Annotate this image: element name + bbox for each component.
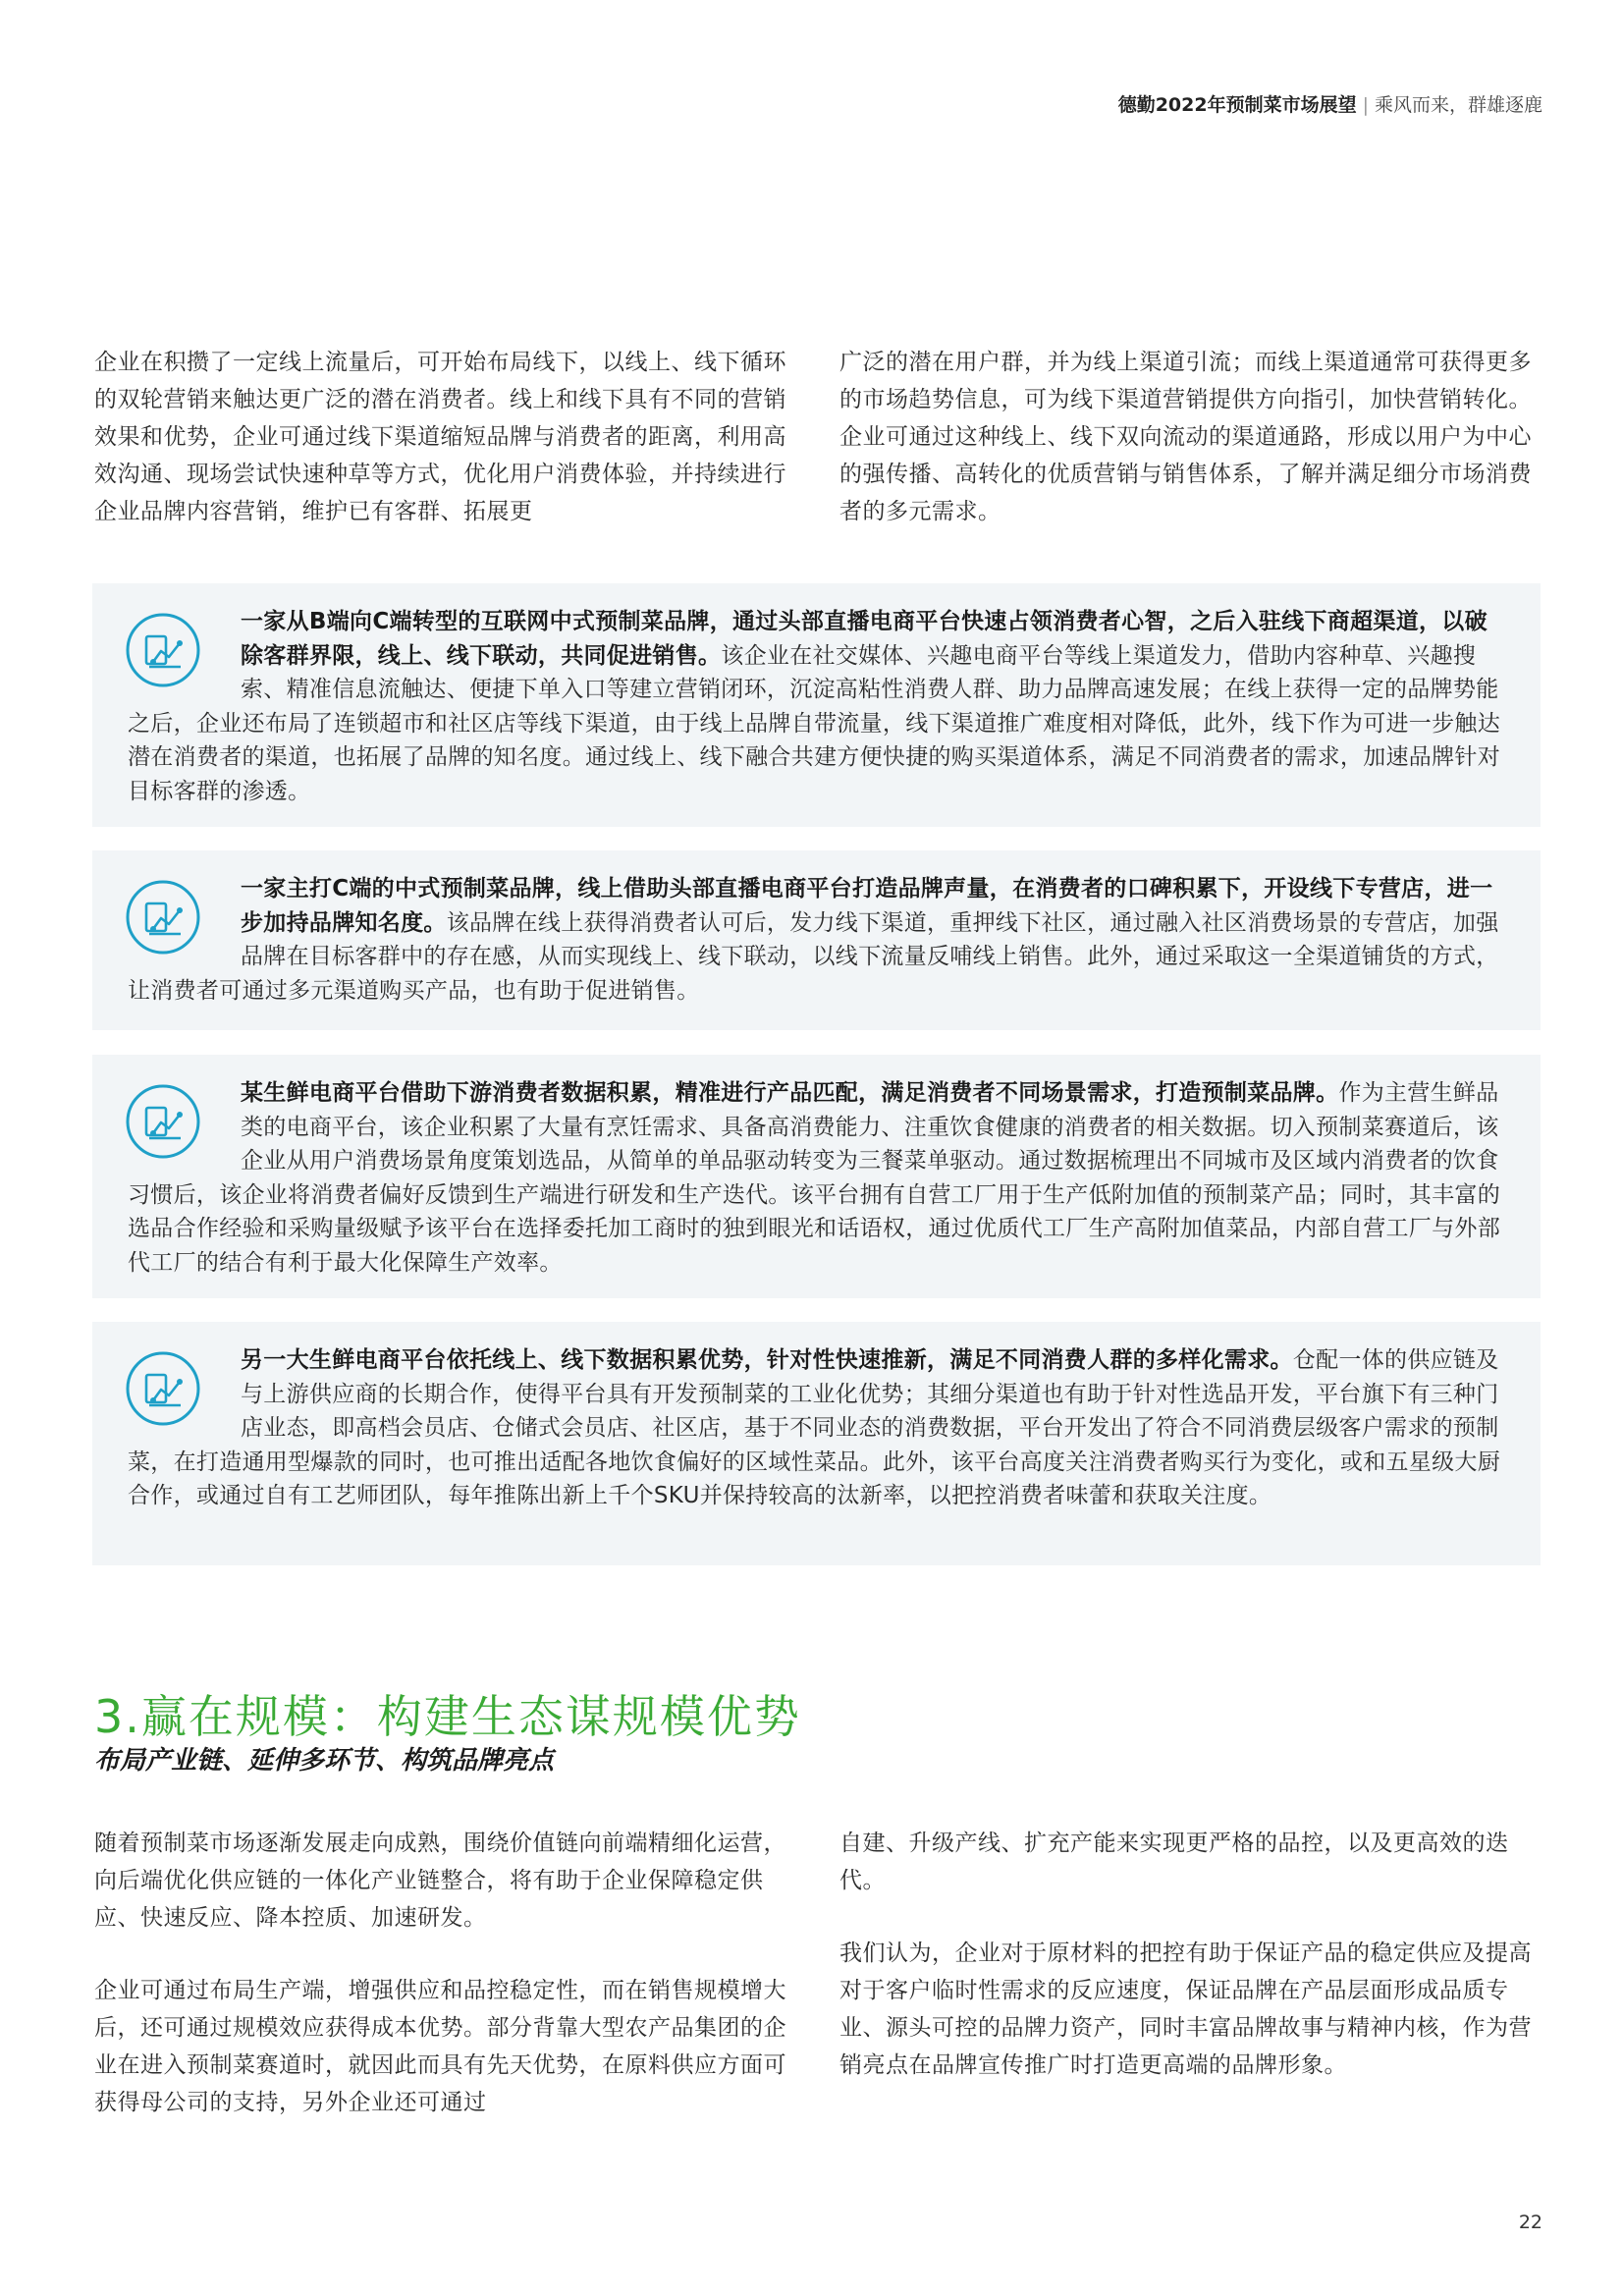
intro-right-column: [839, 344, 1537, 530]
section-subtitle: 布局产业链、延伸多环节、构筑品牌亮点: [94, 1746, 555, 1776]
body-right-paragraph-2: 我们认为，企业对于原材料的把控有助于保证产品的稳定供应及提高对于客户临时性需求的反应速度，保证品牌在产品层面形成品质专业、源头可控的品牌力资产，同时丰富品牌故事与精神内核，作为营销亮点在品牌宣传推广时打造更高端的品牌形象。: [839, 1941, 1532, 2078]
case-text-1: [128, 605, 1505, 808]
report-subtitle: 乘风而来，群雄逐鹿: [1374, 94, 1542, 116]
case-headline: 一家主打C端的中式预制菜品牌，线上借助头部直播电商平台打造品牌声量，在消费者的口碑积累下，开设线下专营店，进一步加持品牌知名度。: [241, 876, 1493, 936]
case-body: 作为主营生鲜品类的电商平台，该企业积累了大量有烹饪需求、具备高消费能力、注重饮食健康的消费者的相关数据。切入预制菜赛道后，该企业从用户消费场景角度策划选品，从简单的单品驱动转变为三餐菜单驱动。通过数据梳理出不同城市及区域内消费者的饮食习惯后，该企业将消费者偏好反馈到生产端进行研发和生产迭代。该平台拥有自营工厂用于生产低附加值的预制菜产品；同时，其丰富的选品合作经验和采购量级赋予该平台在选择委托加工商时的独到眼光和话语权，通过优质代工厂生产高附加值菜品，内部自营工厂与外部代工厂的结合有利于最大化保障生产效率。: [128, 1080, 1500, 1276]
case-headline: 另一大生鲜电商平台依托线上、线下数据积累优势，针对性快速推新，满足不同消费人群的多样化需求。: [241, 1347, 1293, 1373]
body-left-paragraph-2: 企业可通过布局生产端，增强供应和品控稳定性，而在销售规模增大后，还可通过规模效应获得成本优势。部分背靠大型农产品集团的企业在进入预制菜赛道时，就因此而具有先天优势，在原料供应方面可获得母公司的支持，另外企业还可通过: [94, 1978, 786, 2115]
intro-left-column: [94, 344, 801, 530]
case-box-1: [92, 583, 1541, 827]
case-box-2: [92, 850, 1541, 1030]
case-text-2: [128, 872, 1505, 1008]
body-left-column: [94, 1825, 801, 2121]
intro-left-paragraph: 企业在积攒了一定线上流量后，可开始布局线下，以线上、线下循环的双轮营销来触达更广泛的潜在消费者。线上和线下具有不同的营销效果和优势，企业可通过线下渠道缩短品牌与消费者的距离，利用高效沟通、现场尝试快速种草等方式，优化用户消费体验，并持续进行企业品牌内容营销，维护已有客群、拓展更: [94, 350, 786, 524]
case-box-3: [92, 1055, 1541, 1298]
intro-right-paragraph: 广泛的潜在用户群，并为线上渠道引流；而线上渠道通常可获得更多的市场趋势信息，可为线下渠道营销提供方向指引，加快营销转化。企业可通过这种线上、线下双向流动的渠道通路，形成以用户为中心的强传播、高转化的优质营销与销售体系，了解并满足细分市场消费者的多元需求。: [839, 350, 1532, 524]
body-right-column: [839, 1825, 1537, 2084]
report-title: 德勤2022年预制菜市场展望: [1117, 94, 1357, 116]
case-headline: 一家从B端向C端转型的互联网中式预制菜品牌，通过头部直播电商平台快速占领消费者心智，之后入驻线下商超渠道，以破除客群界限，线上、线下联动，共同促进销售。: [241, 609, 1488, 669]
case-text-4: [128, 1343, 1505, 1513]
case-body: 该品牌在线上获得消费者认可后，发力线下渠道，重押线下社区，通过融入社区消费场景的专营店，加强品牌在目标客群中的存在感，从而实现线上、线下联动，以线下流量反哺线上销售。此外，通过采取这一全渠道铺货的方式，让消费者可通过多元渠道购买产品，也有助于促进销售。: [128, 909, 1499, 1004]
case-headline: 某生鲜电商平台借助下游消费者数据积累，精准进行产品匹配，满足消费者不同场景需求，打造预制菜品牌。: [241, 1080, 1339, 1106]
header-separator: |: [1362, 94, 1369, 116]
case-box-4: [92, 1322, 1541, 1565]
body-right-paragraph-1: 自建、升级产线、扩充产能来实现更严格的品控，以及更高效的迭代。: [839, 1831, 1509, 1893]
page-header: [1118, 90, 1542, 117]
page-number: 22: [1518, 2212, 1542, 2233]
case-text-3: [128, 1076, 1505, 1280]
case-body: 该企业在社交媒体、兴趣电商平台等线上渠道发力，借助内容种草、兴趣搜索、精准信息流触达、便捷下单入口等建立营销闭环，沉淀高粘性消费人群、助力品牌高速发展；在线上获得一定的品牌势能之后，企业还布局了连锁超市和社区店等线下渠道，由于线上品牌自带流量，线下渠道推广难度相对降低，此外，线下作为可进一步触达潜在消费者的渠道，也拓展了品牌的知名度。通过线上、线下融合共建方便快捷的购买渠道体系，满足不同消费者的需求，加速品牌针对目标客群的渗透。: [128, 642, 1500, 804]
case-body: 仓配一体的供应链及与上游供应商的长期合作，使得平台具有开发预制菜的工业化优势；其细分渠道也有助于针对性选品开发，平台旗下有三种门店业态，即高档会员店、仓储式会员店、社区店，基于不同业态的消费数据，平台开发出了符合不同消费层级客户需求的预制菜，在打造通用型爆款的同时，也可推出适配各地饮食偏好的区域性菜品。此外，该平台高度关注消费者购买行为变化，或和五星级大厨合作，或通过自有工艺师团队，每年推陈出新上千个SKU并保持较高的汰新率，以把控消费者味蕾和获取关注度。: [128, 1347, 1500, 1508]
body-left-paragraph-1: 随着预制菜市场逐渐发展走向成熟，围绕价值链向前端精细化运营，向后端优化供应链的一体化产业链整合，将有助于企业保障稳定供应、快速反应、降本控质、加速研发。: [94, 1831, 786, 1931]
section-title: 3.赢在规模：构建生态谋规模优势: [94, 1690, 801, 1743]
